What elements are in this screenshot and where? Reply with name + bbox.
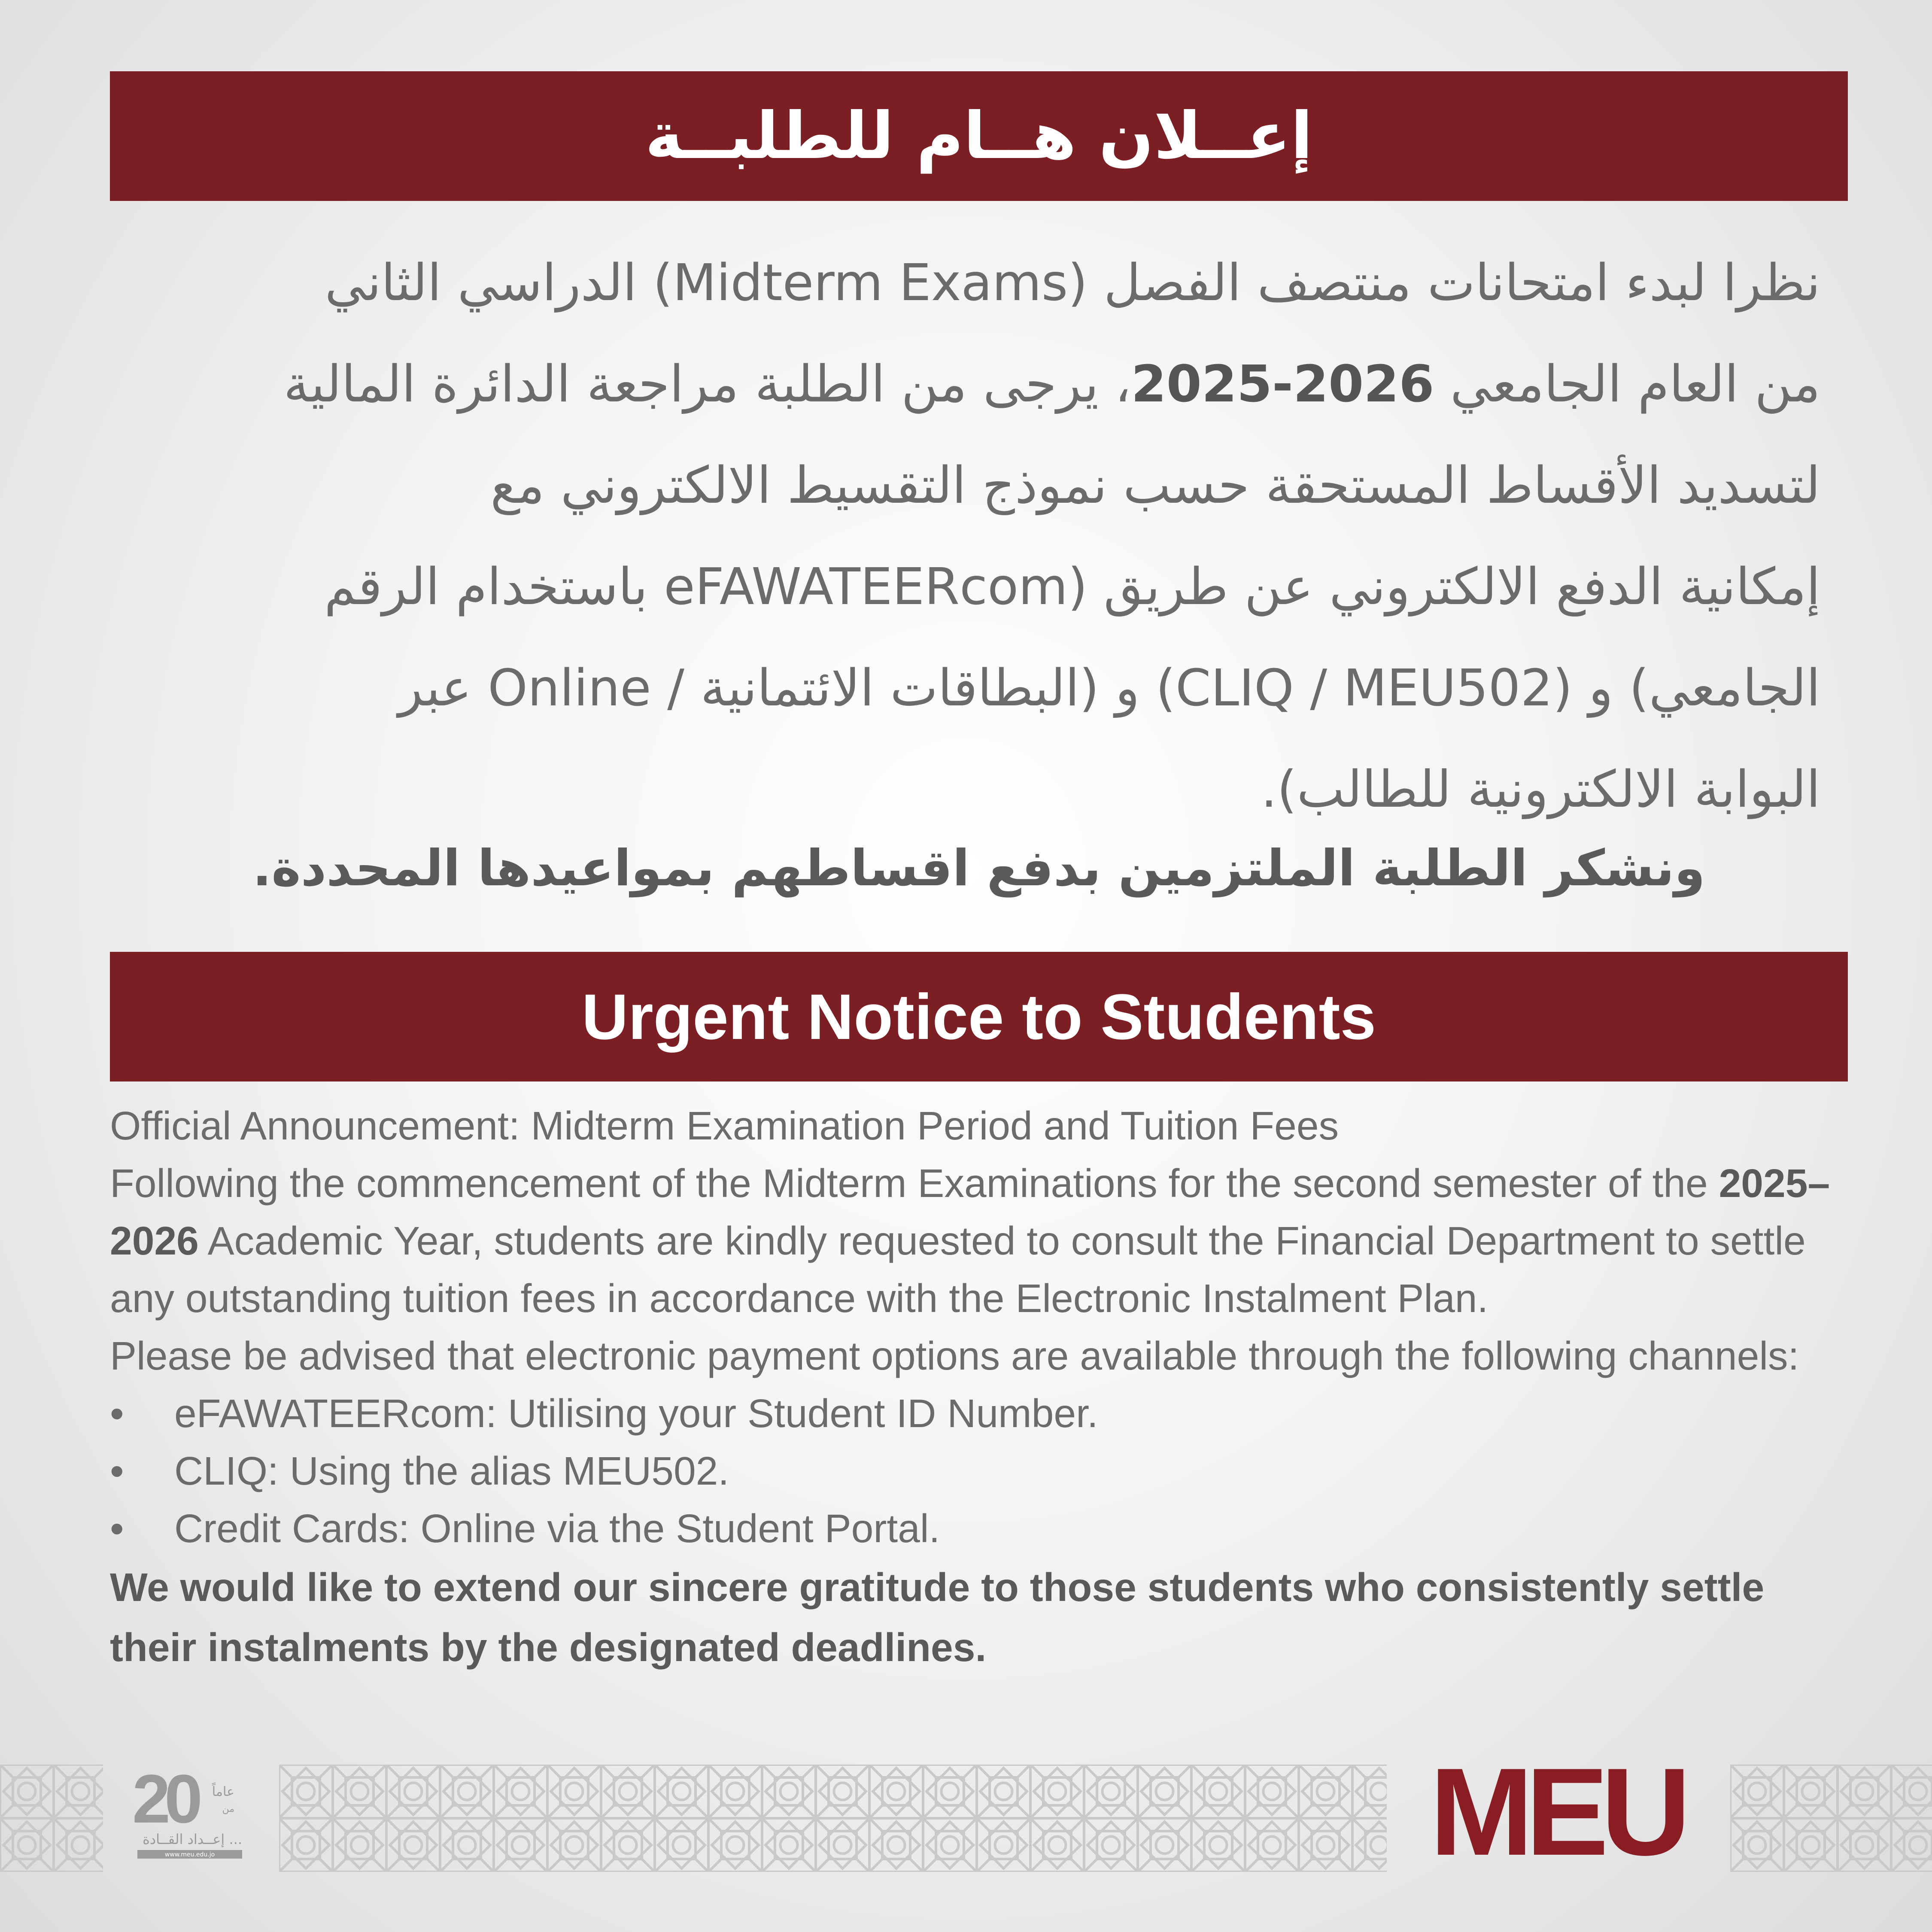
english-advise: Please be advised that electronic payment options are available through the following channels:: [110, 1334, 1799, 1378]
anniversary-word: عاماً: [212, 1784, 234, 1799]
english-paragraph-end: Academic Year, students are kindly requested to consult the Financial Department to settle any outstanding tuition fees in accordance with the Electronic Instalment Plan.: [110, 1218, 1806, 1321]
anniversary-url: www.meu.edu.jo: [164, 1851, 215, 1858]
anniversary-tagline: إعــداد القــادة ...: [143, 1831, 242, 1847]
english-title-banner: [110, 952, 1848, 1081]
footer-pattern-right: [1730, 1765, 1932, 1872]
arabic-line-2: [129, 333, 1820, 434]
english-thanks: We would like to extend our sincere gratitude to those students who consistently settle their instalments by the designated deadlines.: [110, 1565, 1765, 1670]
arabic-line-2-end: ، يرجى من الطلبة مراجعة الدائرة المالية: [283, 354, 1131, 413]
english-title: Urgent Notice to Students: [581, 980, 1376, 1053]
english-paragraph-start: Following the commencement of the Midterm Examinations for the second semester of the: [110, 1161, 1719, 1206]
arabic-body: [129, 232, 1820, 840]
english-body: [110, 1097, 1848, 1677]
english-paragraph: [110, 1154, 1848, 1327]
list-item: [110, 1385, 1848, 1442]
footer-pattern-left: [0, 1765, 103, 1872]
arabic-title-banner: [110, 71, 1848, 201]
english-year: 2025–2026: [110, 1161, 1830, 1263]
bullet-icon: •: [110, 1449, 124, 1493]
list-item: [110, 1500, 1848, 1557]
meu-logo: MEU: [1430, 1742, 1683, 1881]
english-heading: Official Announcement: Midterm Examination Period and Tuition Fees: [110, 1103, 1339, 1148]
list-item: [110, 1442, 1848, 1500]
arabic-line-1: نظرا لبدء امتحانات منتصف الفصل (Midterm Exams) الدراسي الثاني: [325, 253, 1820, 312]
arabic-line-2-start: من العام الجامعي: [1434, 354, 1820, 413]
anniversary-from: من: [222, 1804, 234, 1814]
payment-channels-list: [110, 1385, 1848, 1557]
anniversary-logo: [129, 1758, 249, 1878]
arabic-thanks: ونشكر الطلبة الملتزمين بدفع اقساطهم بمواعيدها المحددة.: [252, 839, 1705, 897]
arabic-line-5: الجامعي) و (CLIQ / MEU502) و (البطاقات الائتمانية / Online عبر: [398, 658, 1820, 717]
arabic-title: إعــلان هــام للطلبــة: [645, 99, 1313, 173]
list-item-text: CLIQ: Using the alias MEU502.: [174, 1449, 729, 1493]
list-item-text: eFAWATEERcom: Utilising your Student ID Number.: [174, 1391, 1098, 1436]
arabic-line-6: البوابة الالكترونية للطالب).: [1261, 759, 1820, 819]
arabic-year: 2025-2026: [1131, 354, 1434, 413]
list-item-text: Credit Cards: Online via the Student Portal.: [174, 1506, 940, 1551]
arabic-line-4: إمكانية الدفع الالكتروني عن طريق (eFAWATEERcom باستخدام الرقم: [324, 557, 1820, 616]
bullet-icon: •: [110, 1506, 124, 1551]
bullet-icon: •: [110, 1391, 124, 1436]
anniversary-number: 20: [132, 1760, 197, 1837]
footer-pattern-center: [279, 1765, 1387, 1872]
arabic-line-3: لتسديد الأقساط المستحقة حسب نموذج التقسيط الالكتروني مع: [490, 456, 1820, 515]
